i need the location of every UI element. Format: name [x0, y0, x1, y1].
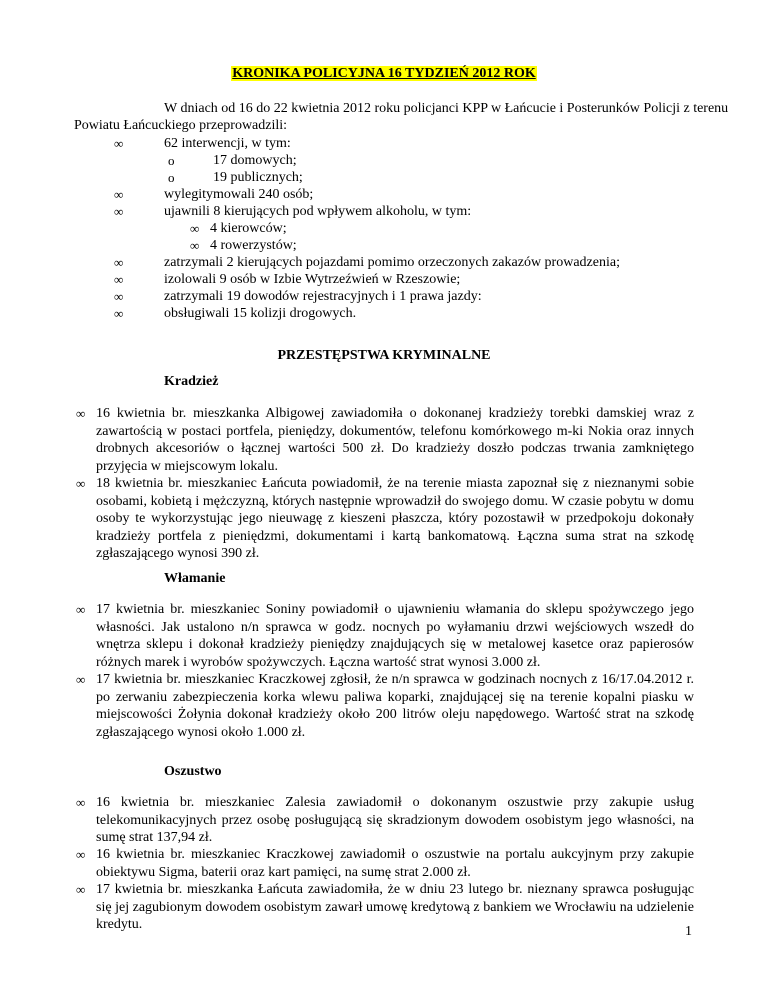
wlamanie-item-1: 17 kwietnia br. mieszkaniec Soniny powiadomił o ujawnieniu włamania do sklepu spożywczego jego własności. Jak ustalono n/n sprawca w godz. nocnych po wyłamaniu drzwi wejściowych wszedł do wnętrza sklepu i dokonał kradzieży pieniędzy znajdujących się w metalowej kasetce oraz papierosów różnych marek i wyrobów spożywczych. Łączna wartość strat wynosi 3.000 zł. [96, 602, 694, 670]
stat-collisions: obsługiwali 15 kolizji drogowych. [164, 306, 357, 321]
category-title-oszustwo: Oszustwo [164, 764, 222, 779]
stat-public: 19 publicznych; [213, 170, 303, 185]
wlamanie-item-2: 17 kwietnia br. mieszkaniec Kraczkowej zgłosił, że n/n sprawca w godzinach nocnych z 16/17.04.2012 r. po zerwaniu zabezpieczenia korka wlewu paliwa koparki, znajdującej się na terenie kopalni piasku w miejscowości Żołynia dokonał kradzieży około 200 litrów oleju napędowego. Wartość strat na szkodę zgłaszającego wynosi około 1.000 zł. [96, 672, 694, 740]
infinity-bullet-icon: ∞ [114, 187, 124, 202]
infinity-bullet-icon: ∞ [76, 847, 86, 862]
document-title: KRONIKA POLICYJNA 16 TYDZIEŃ 2012 ROK [232, 66, 536, 81]
stat-banned-drivers: zatrzymali 2 kierujących pojazdami pomimo orzeczonych zakazów prowadzenia; [164, 255, 620, 270]
infinity-bullet-icon: ∞ [190, 238, 200, 253]
infinity-bullet-icon: ∞ [114, 204, 124, 219]
stat-cyclists: 4 rowerzystów; [210, 238, 297, 253]
intro-line-2: Powiatu Łańcuckiego przeprowadzili: [74, 118, 288, 133]
category-title-kradziez: Kradzież [164, 374, 219, 389]
infinity-bullet-icon: ∞ [76, 476, 86, 491]
stat-sobering: izolowali 9 osób w Izbie Wytrzeźwień w Rzeszowie; [164, 272, 461, 287]
stat-identified: wylegitymowali 240 osób; [164, 187, 314, 202]
infinity-bullet-icon: ∞ [76, 882, 86, 897]
stat-documents: zatrzymali 19 dowodów rejestracyjnych i 1 prawa jazdy: [164, 289, 482, 304]
infinity-bullet-icon: ∞ [114, 272, 124, 287]
stat-domestic: 17 domowych; [213, 153, 297, 168]
kradziez-item-1: 16 kwietnia br. mieszkanka Albigowej zawiadomiła o dokonanej kradzieży torebki damskiej wraz z zawartością w postaci portfela, pieniędzy, dokumentów, telefonu komórkowego m-ki Nokia oraz innych drobnych akcesoriów o łącznej wartości 500 zł. Do kradzieży doszło podczas trwania zamkniętego przyjęcia w miejscowym lokalu. [96, 406, 694, 474]
circle-bullet-icon: o [168, 153, 175, 168]
oszustwo-item-2: 16 kwietnia br. mieszkaniec Kraczkowej zawiadomił o oszustwie na portalu aukcyjnym przy zakupie obiektywu Sigma, baterii oraz kart pamięci, na sumę strat 2.000 zł. [96, 847, 694, 880]
stat-drivers: 4 kierowców; [210, 221, 287, 236]
infinity-bullet-icon: ∞ [114, 306, 124, 321]
page-number: 1 [685, 924, 692, 939]
infinity-bullet-icon: ∞ [76, 672, 86, 687]
oszustwo-item-1: 16 kwietnia br. mieszkaniec Zalesia zawiadomił o dokonanym oszustwie przy zakupie usług telekomunikacyjnych przez osobę posługującą się skradzionym dowodem osobistym jego własności, na sumę strat 137,94 zł. [96, 795, 694, 845]
infinity-bullet-icon: ∞ [114, 255, 124, 270]
kradziez-item-2: 18 kwietnia br. mieszkaniec Łańcuta powiadomił, że na terenie miasta zapoznał się z nieznanymi sobie osobami, kobietą i mężczyzną, których następnie wprowadził do swojego domu. W czasie pobytu w domu osoby te wykorzystując jego nieuwagę z kieszeni płaszcza, który pozostawił w przedpokoju dokonały kradzieży portfela z pieniędzmi, dokumentami i kartą bankomatową. Łączna suma strat na szkodę zgłaszającego wynosi 390 zł. [96, 476, 694, 561]
oszustwo-item-3: 17 kwietnia br. mieszkanka Łańcuta zawiadomiła, że w dniu 23 lutego br. nieznany sprawca posługując się jej zagubionym dowodem osobistym zawarł umowę kredytową z bankiem we Wrocławiu na udzielenie kredytu. [96, 882, 694, 932]
stat-interventions: 62 interwencji, w tym: [164, 136, 291, 151]
infinity-bullet-icon: ∞ [76, 406, 86, 421]
infinity-bullet-icon: ∞ [76, 795, 86, 810]
infinity-bullet-icon: ∞ [76, 602, 86, 617]
intro-line-1: W dniach od 16 do 22 kwietnia 2012 roku policjanci KPP w Łańcucie i Posterunków Policji z terenu [164, 101, 729, 116]
infinity-bullet-icon: ∞ [190, 221, 200, 236]
category-title-wlamanie: Włamanie [164, 571, 226, 586]
section-title: PRZESTĘPSTWA KRYMINALNE [277, 348, 491, 363]
infinity-bullet-icon: ∞ [114, 136, 124, 151]
circle-bullet-icon: o [168, 170, 175, 185]
infinity-bullet-icon: ∞ [114, 289, 124, 304]
stat-alcohol: ujawnili 8 kierujących pod wpływem alkoholu, w tym: [164, 204, 472, 219]
